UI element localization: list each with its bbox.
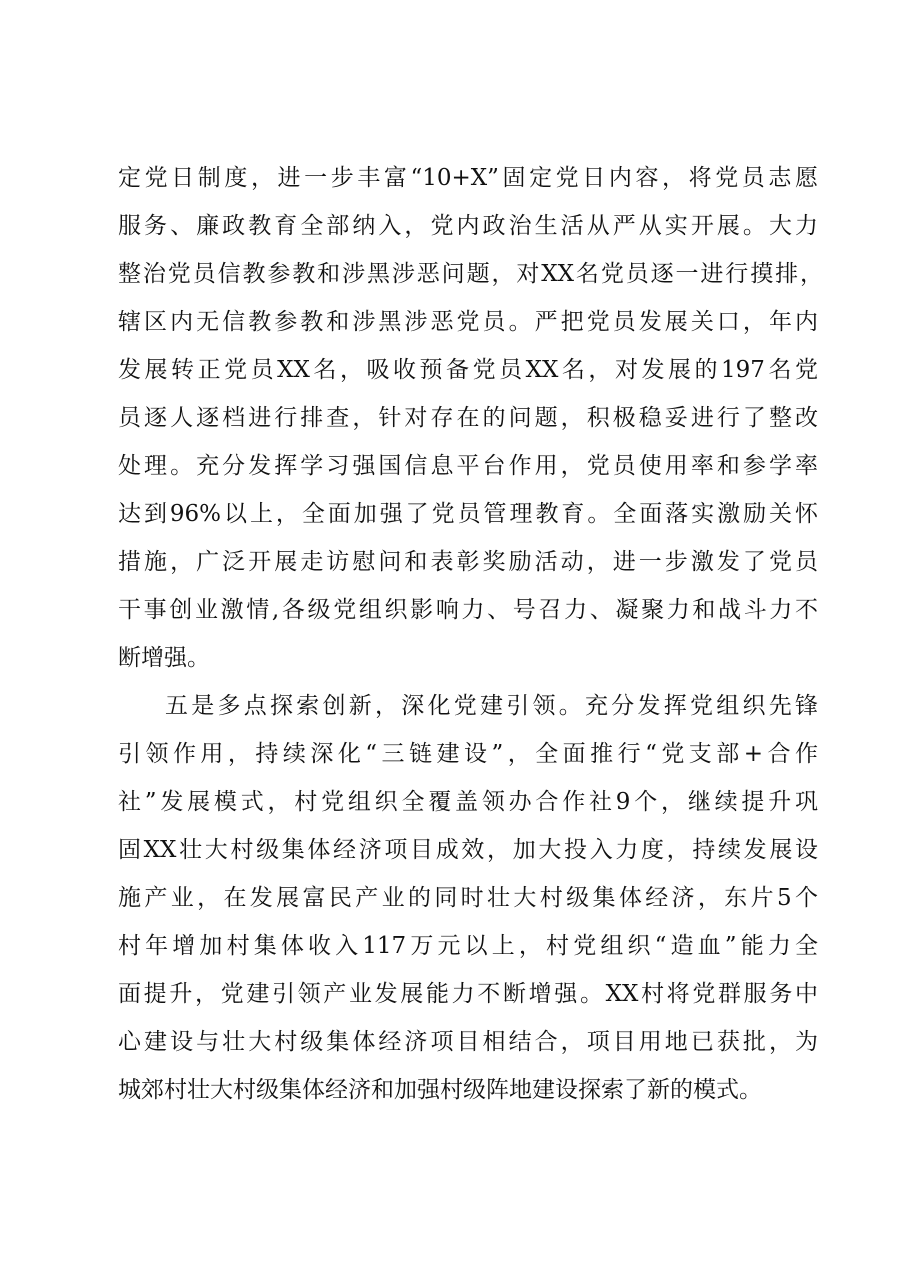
paragraph-1-line-4: 辖区内无信教参教和涉黑涉恶党员。严把党员发展关口，年内 [118,309,818,335]
paragraph-1-line-3: 整治党员信教参教和涉黑涉恶问题，对XX名党员逐一进行摸排， [118,261,823,287]
paragraph-2-line-6: 村年增加村集体收入117万元以上，村党组织“造血”能力全 [118,933,818,959]
paragraph-2-line-8: 心建设与壮大村级集体经济项目相结合，项目用地已获批，为 [118,1029,818,1055]
paragraph-1-line-8: 达到96%以上，全面加强了党员管理教育。全面落实激励关怀 [118,501,818,527]
paragraph-1-line-10: 干事创业激情,各级党组织影响力、号召力、凝聚力和战斗力不 [118,597,818,623]
paragraph-1-line-1: 定党日制度，进一步丰富“10+X”固定党日内容，将党员志愿 [118,165,818,191]
paragraph-1-line-6: 员逐人逐档进行排查，针对存在的问题，积极稳妥进行了整改 [118,405,818,431]
paragraph-2-line-1: 五是多点探索创新，深化党建引领。充分发挥党组织先锋 [165,693,818,719]
paragraph-2-line-5: 施产业，在发展富民产业的同时壮大村级集体经济，东片5个 [118,885,818,911]
paragraph-2-line-2: 引领作用，持续深化“三链建设”，全面推行“党支部+合作 [118,741,818,767]
paragraph-2-line-3: 社”发展模式，村党组织全覆盖领办合作社9个，继续提升巩 [118,789,818,815]
paragraph-1-line-11: 断增强。 [118,645,210,671]
paragraph-2-line-7: 面提升，党建引领产业发展能力不断增强。XX村将党群服务中 [118,981,818,1007]
paragraph-2-line-4: 固XX壮大村级集体经济项目成效，加大投入力度，持续发展设 [118,837,818,863]
paragraph-2-line-9: 城郊村壮大村级集体经济和加强村级阵地建设探索了新的模式。 [118,1077,762,1103]
paragraph-1-line-7: 处理。充分发挥学习强国信息平台作用，党员使用率和参学率 [118,453,818,479]
paragraph-1-line-5: 发展转正党员XX名，吸收预备党员XX名，对发展的197名党 [118,357,818,383]
paragraph-1-line-9: 措施，广泛开展走访慰问和表彰奖励活动，进一步激发了党员 [118,549,818,575]
paragraph-1-line-2: 服务、廉政教育全部纳入，党内政治生活从严从实开展。大力 [118,213,818,239]
